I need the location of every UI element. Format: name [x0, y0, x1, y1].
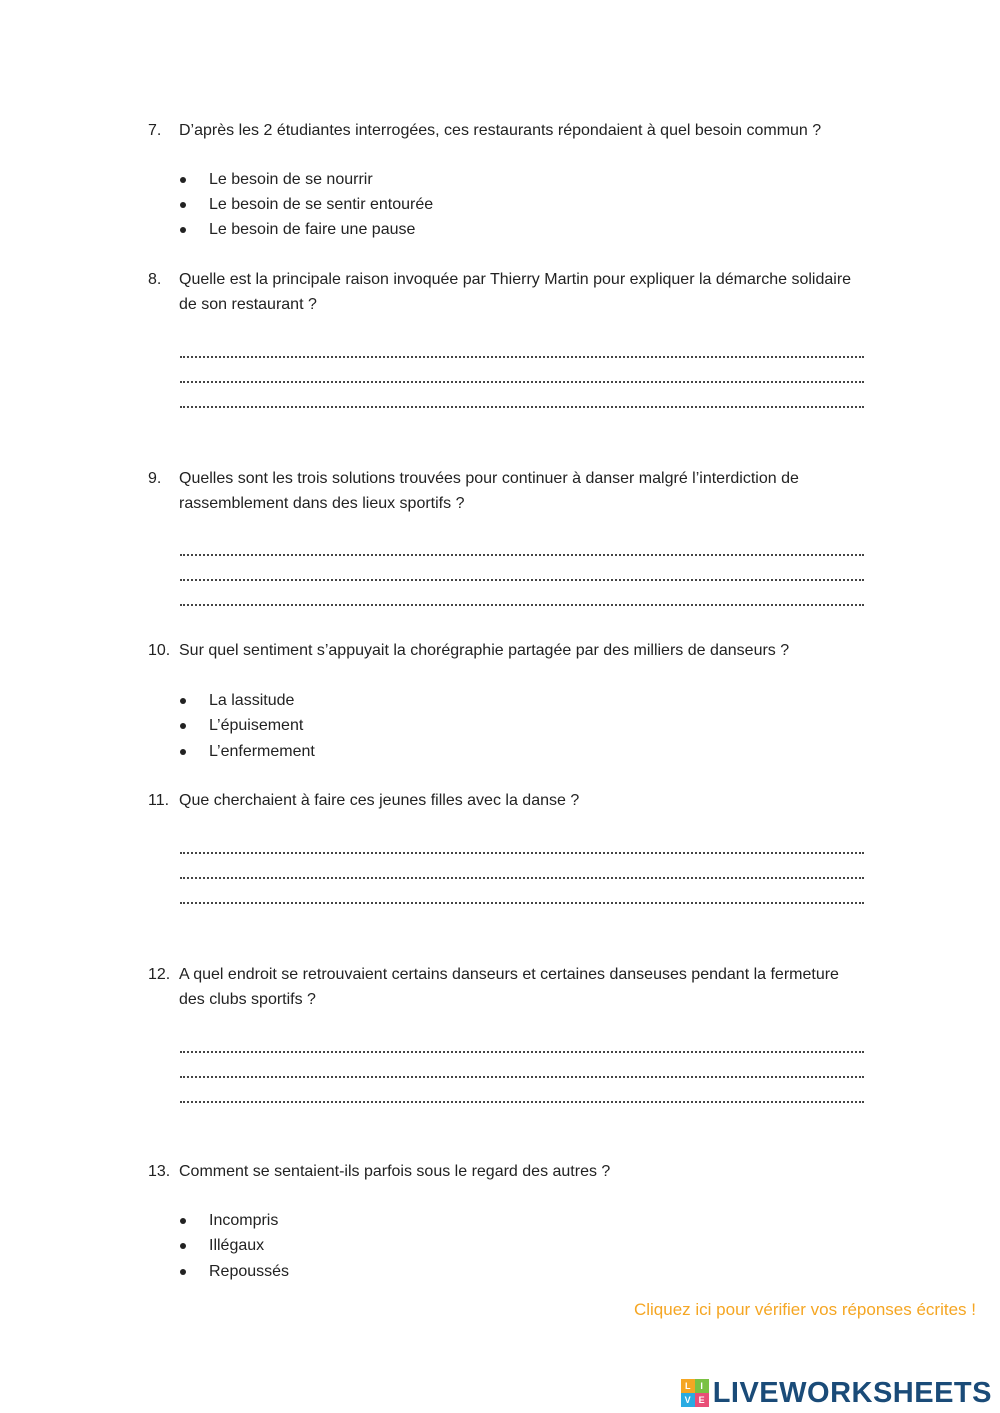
logo-letter: L — [681, 1379, 695, 1393]
liveworksheets-logo — [681, 1376, 992, 1410]
answer-line-q8-1[interactable] — [180, 355, 864, 358]
question-number: 8. — [148, 271, 162, 288]
bullet-icon — [180, 749, 186, 755]
bullet-icon — [180, 1218, 186, 1224]
bullet-icon — [180, 177, 186, 183]
logo-text: LIVEWORKSHEETS — [712, 1376, 992, 1409]
option-label: Incompris — [209, 1212, 279, 1229]
answer-line-q8-2[interactable] — [180, 380, 864, 383]
question-text: Quelles sont les trois solutions trouvées pour continuer à danser malgré l’interdiction de rassemblement dans des lieux sportifs ? — [179, 470, 799, 512]
question-number: 10. — [148, 642, 171, 659]
answer-line-q12-3[interactable] — [180, 1100, 864, 1103]
option-label: L’épuisement — [209, 717, 304, 734]
question-number: 7. — [148, 122, 162, 139]
bullet-icon — [180, 723, 186, 729]
answer-line-q12-2[interactable] — [180, 1075, 864, 1078]
option-label: Illégaux — [209, 1237, 265, 1254]
check-answers-link[interactable]: Cliquez ici pour vérifier vos réponses écrites ! — [633, 1300, 976, 1319]
logo-letter: E — [695, 1393, 709, 1407]
bullet-icon — [180, 227, 186, 233]
question-text: A quel endroit se retrouvaient certains danseurs et certaines danseuses pendant la fermeture des clubs sportifs ? — [179, 966, 839, 1008]
answer-line-q11-1[interactable] — [180, 851, 864, 854]
bullet-icon — [180, 202, 186, 208]
bullet-icon — [180, 698, 186, 704]
option-label: La lassitude — [209, 692, 295, 709]
question-text: Sur quel sentiment s’appuyait la chorégraphie partagée par des milliers de danseurs ? — [179, 642, 790, 659]
answer-line-q8-3[interactable] — [180, 405, 864, 408]
logo-letter: V — [681, 1393, 695, 1407]
logo-letter: I — [695, 1379, 709, 1393]
answer-line-q11-3[interactable] — [180, 901, 864, 904]
bullet-icon — [180, 1269, 186, 1275]
option-label: Le besoin de se sentir entourée — [209, 196, 434, 213]
option-label: Le besoin de se nourrir — [209, 171, 373, 188]
option-label: Le besoin de faire une pause — [209, 221, 416, 238]
question-number: 11. — [148, 792, 170, 809]
liveworksheets-logo-icon — [681, 1379, 709, 1407]
question-text: Quelle est la principale raison invoquée par Thierry Martin pour expliquer la démarche solidaire de son restaurant ? — [179, 271, 852, 313]
answer-line-q11-2[interactable] — [180, 876, 864, 879]
answer-line-q9-3[interactable] — [180, 603, 864, 606]
question-text: Comment se sentaient-ils parfois sous le regard des autres ? — [179, 1163, 611, 1180]
answer-line-q12-1[interactable] — [180, 1050, 864, 1053]
question-text: D’après les 2 étudiantes interrogées, ces restaurants répondaient à quel besoin commun ? — [179, 122, 822, 139]
bullet-icon — [180, 1243, 186, 1249]
question-number: 12. — [148, 966, 171, 983]
option-label: Repoussés — [209, 1263, 290, 1280]
answer-line-q9-1[interactable] — [180, 553, 864, 556]
question-number: 13. — [148, 1163, 171, 1180]
option-label: L’enfermement — [209, 743, 315, 760]
question-number: 9. — [148, 470, 162, 487]
answer-line-q9-2[interactable] — [180, 578, 864, 581]
question-text: Que cherchaient à faire ces jeunes filles avec la danse ? — [179, 792, 580, 809]
